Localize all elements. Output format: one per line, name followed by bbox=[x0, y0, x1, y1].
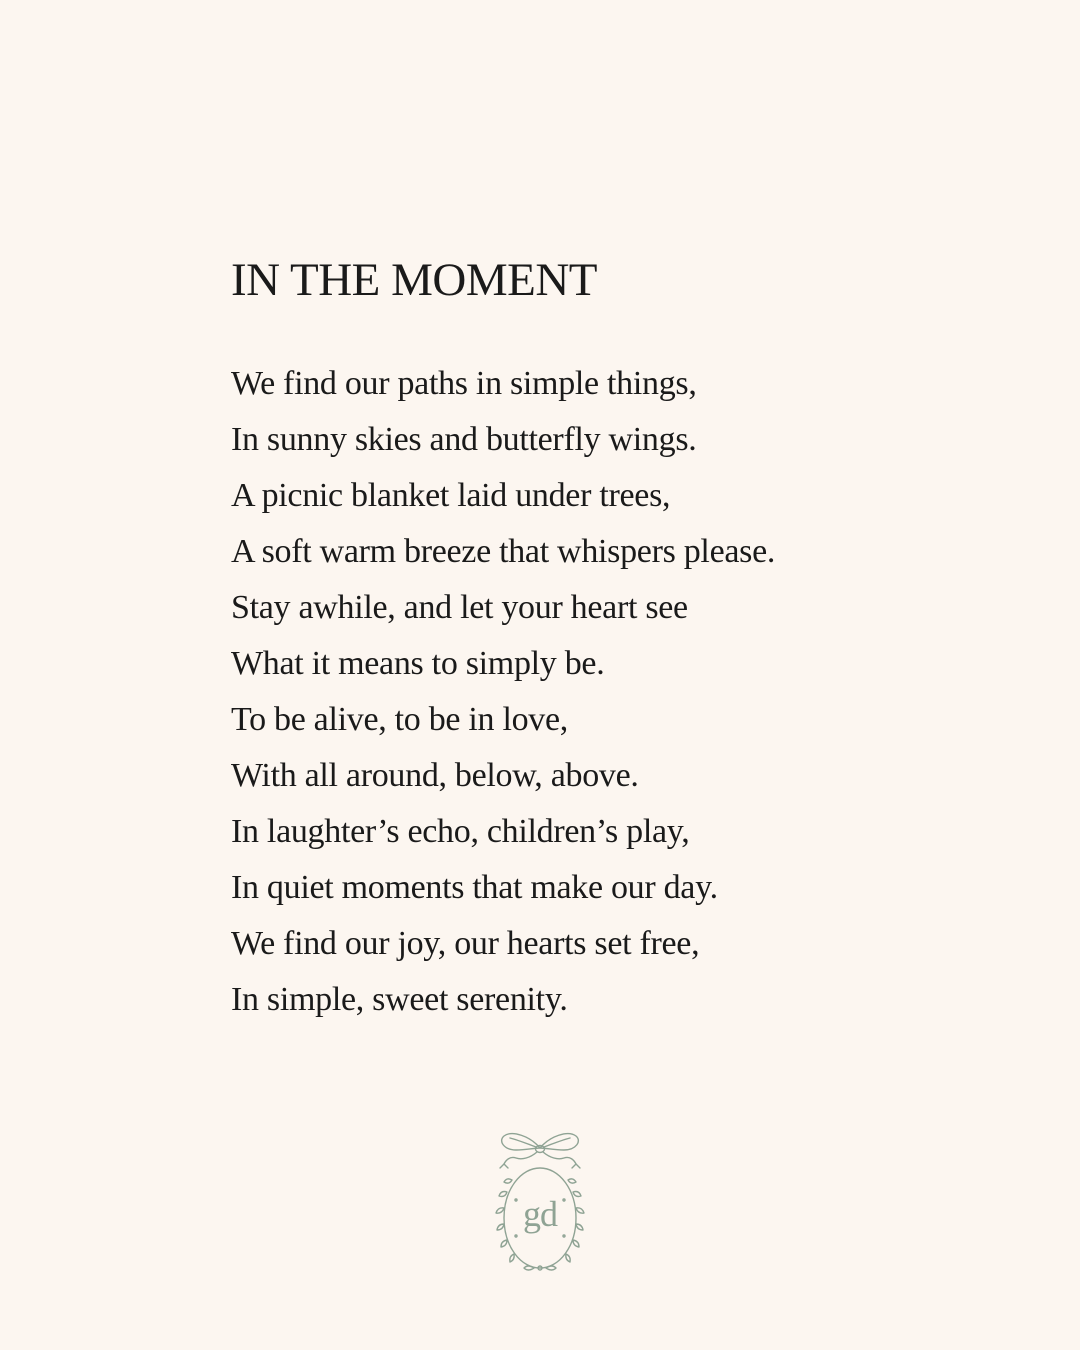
poem-line: To be alive, to be in love, bbox=[231, 701, 568, 738]
poem-line: In sunny skies and butterfly wings. bbox=[231, 421, 697, 458]
monogram-logo bbox=[490, 1122, 590, 1278]
poem-line: With all around, below, above. bbox=[231, 757, 639, 794]
poem-line: In quiet moments that make our day. bbox=[231, 869, 718, 906]
monogram-text: gd bbox=[523, 1194, 557, 1234]
poem-line: Stay awhile, and let your heart see bbox=[231, 589, 688, 626]
poem-line: We find our joy, our hearts set free, bbox=[231, 925, 700, 962]
poem-title: IN THE MOMENT bbox=[231, 254, 597, 306]
poem-line: We find our paths in simple things, bbox=[231, 365, 697, 402]
poem-body bbox=[231, 356, 775, 1028]
poem-line: A soft warm breeze that whispers please. bbox=[231, 533, 776, 570]
poem-line: In laughter’s echo, children’s play, bbox=[231, 813, 690, 850]
poem-line: A picnic blanket laid under trees, bbox=[231, 477, 671, 514]
poem-line: In simple, sweet serenity. bbox=[231, 981, 568, 1018]
poem-line: What it means to simply be. bbox=[231, 645, 605, 682]
